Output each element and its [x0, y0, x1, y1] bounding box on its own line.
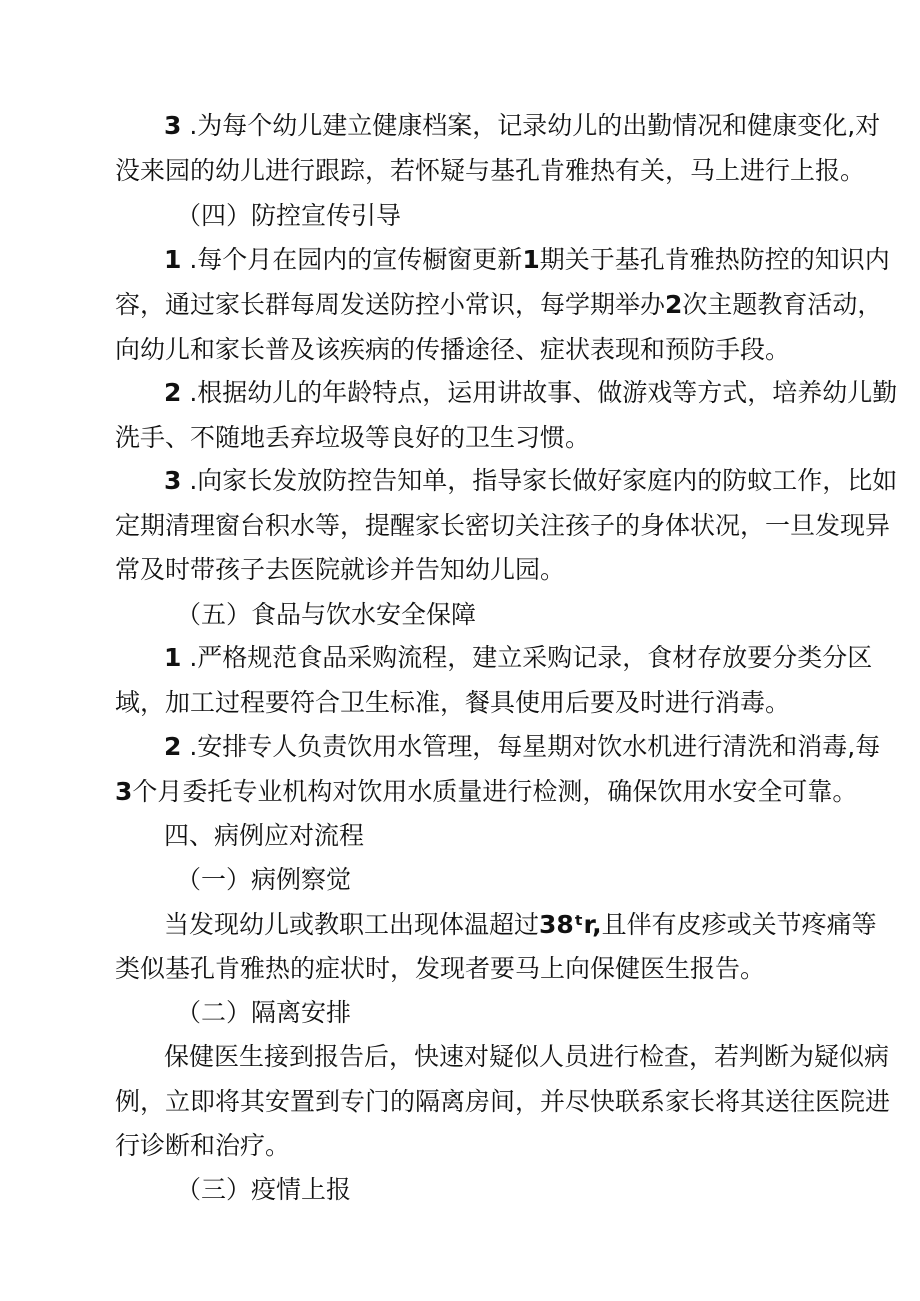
line-text: 且伴有皮疹或关节疼痛等 — [601, 910, 877, 939]
paragraph-3-notice-line2 — [115, 504, 890, 548]
chapter-heading-case-response — [164, 814, 364, 858]
number-text: 3 — [164, 466, 182, 495]
line-text: 行诊断和治疗。 — [115, 1131, 291, 1160]
line-text: 没来园的幼儿进行跟踪，若怀疑与基孔肯雅热有关，马上进行上报。 — [115, 156, 866, 185]
line-text: 常及时带孩子去医院就诊并告知幼儿园。 — [115, 555, 566, 584]
paragraph-3-health-records-line1 — [164, 104, 880, 148]
paragraph-3-health-records-line2 — [115, 149, 865, 193]
number-text: 38ᵗr, — [539, 910, 602, 939]
line-text: （三）疫情上报 — [176, 1175, 352, 1204]
line-text: （二）隔离安排 — [176, 998, 352, 1027]
line-text: 类似基孔肯雅热的症状时，发现者要马上向保健医生报告。 — [115, 954, 766, 983]
line-text: 向幼儿和家长普及该疾病的传播途径、症状表现和预防手段。 — [115, 335, 791, 364]
line-text: .每个月在园内的宣传橱窗更新 — [181, 245, 523, 274]
paragraph-isolation-line3 — [115, 1124, 290, 1168]
section-heading-isolation — [176, 991, 351, 1035]
paragraph-1-food-line2 — [115, 681, 790, 725]
line-text: .安排专人负责饮用水管理，每星期对饮水机进行清洗和消毒,每 — [181, 732, 881, 761]
section-heading-case-detection — [176, 858, 351, 902]
paragraph-isolation-line1 — [164, 1035, 889, 1079]
line-text: 保健医生接到报告后，快速对疑似人员进行检查，若判断为疑似病 — [164, 1042, 890, 1071]
line-text: 例，立即将其安置到专门的隔离房间，并尽快联系家长将其送往医院进 — [115, 1087, 891, 1116]
paragraph-2-habits-line1 — [164, 371, 897, 415]
paragraph-case-detection-line1 — [164, 903, 877, 947]
line-text: 个月委托专业机构对饮用水质量进行检测，确保饮用水安全可靠。 — [132, 777, 858, 806]
number-text: 1 — [164, 643, 182, 672]
number-text: 1 — [522, 245, 540, 274]
section-heading-reporting — [176, 1168, 351, 1212]
line-text: 定期清理窗台积水等，提醒家长密切关注孩子的身体状况，一旦发现异 — [115, 511, 891, 540]
line-text: 容，通过家长群每周发送防控小常识，每学期举办 — [115, 290, 666, 319]
line-text: .根据幼儿的年龄特点，运用讲故事、做游戏等方式，培养幼儿勤 — [181, 378, 898, 407]
paragraph-2-water-line2 — [115, 770, 857, 814]
paragraph-1-publicity-line3 — [115, 328, 790, 372]
paragraph-2-habits-line2 — [115, 416, 590, 460]
line-text: （四）防控宣传引导 — [176, 201, 402, 230]
paragraph-2-water-line1 — [164, 725, 880, 769]
line-text: 期关于基孔肯雅热防控的知识内 — [539, 245, 890, 274]
number-text: 2 — [164, 732, 182, 761]
number-text: 2 — [164, 378, 182, 407]
line-text: （五）食品与饮水安全保障 — [176, 600, 477, 629]
paragraph-1-publicity-line1 — [164, 238, 890, 282]
line-text: （一）病例察觉 — [176, 865, 352, 894]
line-text: 次主题教育活动， — [682, 290, 883, 319]
line-text: 洗手、不随地丢弃垃圾等良好的卫生习惯。 — [115, 423, 591, 452]
paragraph-3-notice-line3 — [115, 548, 565, 592]
section-heading-food-water — [176, 593, 476, 637]
line-text: .严格规范食品采购流程，建立采购记录，食材存放要分类分区 — [181, 643, 873, 672]
number-text: 1 — [164, 245, 182, 274]
number-text: 3 — [164, 111, 182, 140]
paragraph-case-detection-line2 — [115, 947, 765, 991]
paragraph-3-notice-line1 — [164, 459, 897, 503]
line-text: .为每个幼儿建立健康档案，记录幼儿的出勤情况和健康变化,对 — [181, 111, 881, 140]
line-text: .向家长发放防控告知单，指导家长做好家庭内的防蚊工作，比如 — [181, 466, 898, 495]
line-text: 当发现幼儿或教职工出现体温超过 — [164, 910, 540, 939]
line-text: 域，加工过程要符合卫生标准，餐具使用后要及时进行消毒。 — [115, 688, 791, 717]
number-text: 3 — [115, 777, 133, 806]
paragraph-1-publicity-line2 — [115, 283, 882, 327]
paragraph-1-food-line1 — [164, 636, 872, 680]
paragraph-isolation-line2 — [115, 1080, 890, 1124]
number-text: 2 — [665, 290, 683, 319]
section-heading-publicity — [176, 194, 401, 238]
line-text: 四、病例应对流程 — [164, 821, 365, 850]
